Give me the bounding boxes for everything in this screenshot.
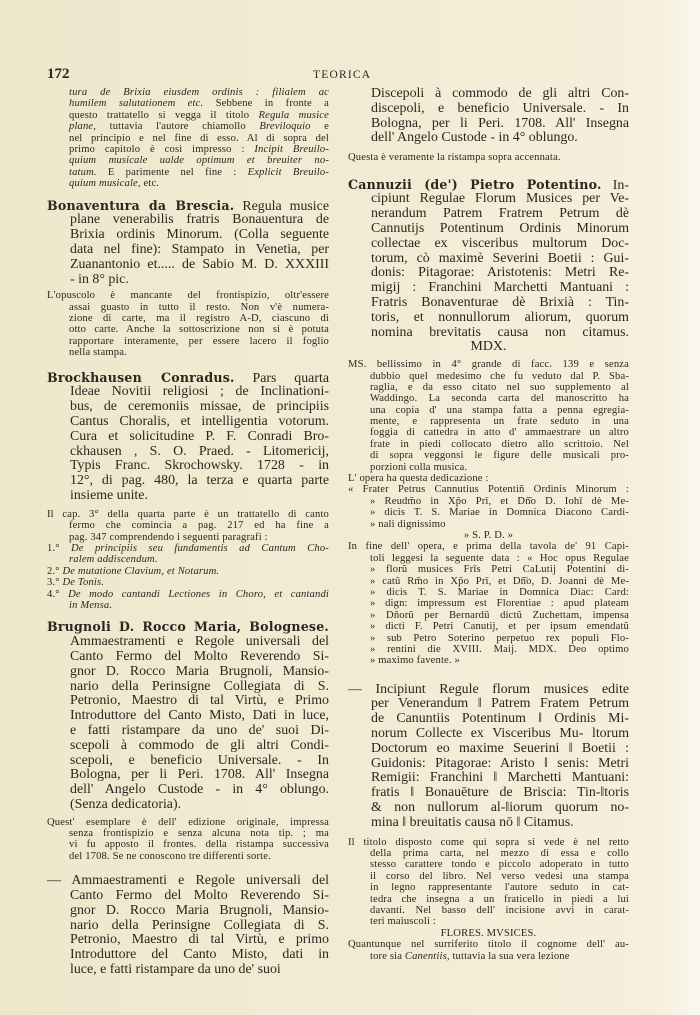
text-segment: Regula musice — [234, 198, 329, 214]
text-segment: stesso carattere tondo e piccolo adoperato in tutto — [370, 859, 629, 871]
text-line — [348, 939, 629, 950]
text-segment: L'opuscolo è mancante del frontispizio, oltr'essere — [47, 290, 329, 302]
text-segment: torum, cò maximè Severini Boetii : Gui- — [371, 250, 629, 266]
text-line — [47, 489, 329, 504]
text-line — [348, 916, 629, 927]
text-line — [47, 110, 329, 121]
text-segment: pag. 347 comprendendo i seguenti paragrafi : — [69, 531, 268, 543]
text-segment: » nali dignissimo — [370, 518, 446, 530]
text-line — [47, 385, 329, 400]
text-line — [47, 273, 329, 288]
text-segment: nel principio e nel fine di esso. Al di sopra del — [69, 132, 329, 144]
text-line — [47, 948, 329, 963]
text-line — [348, 712, 629, 727]
text-segment: assai guasto in tutto il resto. Non v'è numera- — [69, 301, 329, 313]
text-line — [47, 577, 329, 588]
text-line — [47, 919, 329, 934]
text-segment: Ideae Novitii religiosi ; de Inclinationi- — [70, 384, 329, 400]
text-segment: Petronio, Maestro di tal Virtù, e Primo — [70, 693, 329, 709]
text-segment: una copia d' una stampa fatta a penna egregia- — [370, 404, 629, 416]
text-segment: — Incipiunt Regule florum musices edite — [348, 681, 629, 697]
text-line — [47, 430, 329, 445]
text-segment: vi fu apposto il frontes. della ristampa successiva — [69, 839, 329, 851]
text-segment: otto carte. Anche la sottoscrizione non si è potuta — [69, 324, 329, 336]
text-line — [348, 951, 629, 962]
text-line — [348, 610, 629, 621]
text-segment: Fratris Bonaventurae dè Brixià : Tin- — [371, 294, 629, 310]
text-segment: nella stampa. — [69, 347, 127, 359]
text-segment: della prima carta, nel mezzo di essa e collo — [370, 848, 629, 860]
text-line — [348, 801, 629, 816]
note-chapter-contents — [47, 509, 329, 612]
text-segment: davanti. Nel basso dell' incisione avvi in carat- — [370, 905, 629, 916]
text-line — [348, 266, 629, 281]
text-segment: Cannutijs Potentinum Ordinis Minorum — [371, 220, 629, 236]
text-segment: scepoli à commodo de gli altri Condi- — [70, 737, 329, 753]
text-segment: dell' Angelo Custode - in 4° oblungo. — [70, 782, 329, 798]
running-title: TEORICA — [313, 69, 372, 81]
text-segment: senza frontispizio e senza alcuna nota tip. ; ma — [69, 828, 329, 840]
text-segment: - in 8° pic. — [70, 271, 129, 287]
text-line — [348, 237, 629, 252]
text-segment: » maximo favente. » — [370, 655, 460, 667]
text-segment: Discepoli à commodo de gli altri Con- — [371, 86, 629, 101]
text-line — [47, 133, 329, 144]
entry-ammaestramenti — [47, 874, 329, 978]
text-line — [348, 405, 629, 416]
text-line — [348, 450, 629, 461]
text-line — [47, 213, 329, 228]
text-line — [348, 496, 629, 507]
text-line — [47, 258, 329, 273]
text-line — [47, 635, 329, 650]
text-segment: de Canuntiis Potentinum ‖ Ordinis Mi- — [371, 711, 629, 727]
text-segment: nario della Perinsigne Collegiata di S. — [70, 917, 329, 933]
text-segment: plane venerabilis fratris Bonauentura de — [70, 212, 329, 228]
text-line — [47, 313, 329, 324]
text-segment: 1.° — [47, 542, 71, 554]
text-line — [348, 655, 629, 666]
text-segment: e — [310, 121, 329, 133]
text-line — [47, 445, 329, 460]
text-segment: norum Collecte ex Visceribus Mu- ltorum — [371, 726, 629, 742]
text-line — [47, 665, 329, 680]
text-line — [47, 474, 329, 489]
text-segment: » dicis T. S. Mariae in Domnica Diac: Card: — [370, 586, 629, 598]
text-line — [47, 680, 329, 695]
text-line — [47, 532, 329, 543]
text-line — [348, 742, 629, 757]
page-number: 172 — [47, 66, 70, 82]
continued-entry — [348, 87, 629, 146]
text-segment: mina ‖ breuitatis causa nō ‖ Citamus. — [371, 814, 574, 830]
text-line — [47, 933, 329, 948]
italic-text: humilem salutationem etc. — [69, 98, 204, 110]
text-line — [348, 683, 629, 698]
text-segment: dell' Angelo Custode - in 4° oblungo. — [371, 130, 578, 146]
text-line — [47, 155, 329, 166]
text-segment: , tuttavia la sua vera lezione — [446, 950, 570, 962]
text-segment: » Reudm̃o in Xp̃o Prī, et Dñ̄o D. Iohī dè Me- — [370, 495, 629, 507]
text-segment: cipiunt Regulae Florum Musices per Ve- — [371, 191, 629, 207]
text-segment: « Frater Petrus Cannutius Potentiñ Ordinis Minorum : — [348, 484, 629, 496]
italic-text: tura de Brixia eiusdem ordinis : filialem ac — [69, 87, 329, 98]
text-segment: Brixia ordinis Minorum. (Colla seguente — [70, 227, 329, 243]
text-segment: donis: Pitagorae: Aristotenis: Metri Re- — [371, 265, 629, 281]
text-line — [348, 848, 629, 859]
text-segment: — Ammaestramenti e Regole universali del — [47, 873, 329, 889]
text-segment: Cantus Choralis, et intelligentia votorum. — [70, 414, 329, 430]
italic-text: plane, — [69, 121, 97, 133]
text-segment: » dign: impressum est Florentiae : apud plateam — [370, 598, 629, 610]
text-line — [348, 882, 629, 893]
italic-text: Breviloquio — [259, 121, 311, 133]
text-segment: Pars quarta — [234, 370, 329, 386]
entry-brockhausen — [47, 371, 329, 504]
text-segment: Sebbene in fronte a — [203, 98, 329, 110]
text-line — [348, 576, 629, 587]
entry-heading: Bonaventura da Brescia. — [47, 197, 235, 213]
text-line — [348, 837, 629, 848]
text-line — [47, 324, 329, 335]
text-line — [348, 326, 629, 341]
text-line — [47, 144, 329, 155]
note-ristampa — [348, 152, 629, 163]
text-segment: » Dñorũ per Bernardũ dictũ Zuchettam, impensa — [370, 609, 629, 621]
text-segment: E parimente nel fine : — [96, 166, 248, 178]
text-line — [348, 905, 629, 916]
text-segment: fratis ‖ Bonauēture de Briscia: Tin-‖toris — [371, 785, 629, 801]
text-line — [348, 484, 629, 495]
italic-text: quium musicale ualde optimum et breuiter no- — [69, 155, 329, 167]
text-segment: FLORES. MVSICES. — [440, 927, 537, 939]
text-segment: Quest' esemplare è dell' edizione originale, impressa — [47, 816, 329, 828]
text-segment: gnor D. Rocco Maria Brugnoli, Mansio- — [70, 663, 329, 679]
text-segment: porzioni colla musica. — [370, 461, 468, 473]
text-line — [47, 874, 329, 889]
entry-incipiunt — [348, 683, 629, 831]
text-line — [348, 519, 629, 530]
text-segment: zione di carte, ma il registro A-D, ciascuno di — [69, 313, 329, 325]
text-line — [47, 520, 329, 531]
entry-brugnoli — [47, 620, 329, 812]
text-line — [47, 783, 329, 798]
entry-heading: Brugnoli D. Rocco Maria, Bolognese. — [47, 619, 329, 635]
text-line — [348, 727, 629, 742]
text-segment: Bologna, per li Peri. 1708. All' Insegna — [371, 115, 629, 131]
text-line — [348, 87, 629, 102]
text-line — [47, 543, 329, 554]
text-line — [348, 786, 629, 801]
text-line — [348, 697, 629, 712]
text-line — [348, 644, 629, 655]
text-line — [47, 754, 329, 769]
text-line — [47, 415, 329, 430]
text-segment: toris, et nonnullorum aliorum, quorum — [371, 309, 629, 325]
text-line — [348, 178, 629, 193]
text-line — [348, 871, 629, 882]
text-segment: Il titolo disposto come qui sopra si vede è nel retto — [348, 836, 629, 848]
text-line — [47, 400, 329, 415]
text-line — [348, 311, 629, 326]
text-line — [47, 167, 329, 178]
text-segment: e fatti ristampare da uno de' suoi Di- — [70, 722, 329, 738]
italic-text: Canentiis — [404, 950, 447, 962]
text-segment: Zuanantonio et..... de Sabio M. D. XXXIII — [70, 256, 329, 272]
italic-text: De Tonis. — [62, 577, 105, 589]
text-line — [47, 336, 329, 347]
note-manuscript — [348, 359, 629, 667]
text-line — [348, 296, 629, 311]
italic-text: tatum. — [69, 166, 97, 178]
text-line — [348, 340, 629, 355]
note-esemplare — [47, 817, 329, 863]
text-segment: mente, e rappresenta un frate seduto in una — [370, 416, 629, 428]
text-segment: & non nullorum al-‖iorum quorum no- — [371, 800, 629, 816]
text-segment: » catũ Rm̃o in Xp̃o Prī, et Dñ̄o, D. Joanni dè Me- — [370, 575, 629, 587]
text-line — [348, 633, 629, 644]
text-segment: » dicis T. S. Mariae in Domnica Diacono Cardi- — [370, 507, 629, 519]
text-line — [348, 222, 629, 237]
text-segment: 4.° — [47, 588, 69, 600]
text-line — [348, 152, 629, 163]
text-line — [348, 598, 629, 609]
text-line — [47, 963, 329, 978]
text-line — [47, 243, 329, 258]
text-segment: » rentini die XVIII. Maij. MDX. Deo optimo — [370, 643, 629, 655]
text-line — [348, 530, 629, 541]
text-segment: Typis Franc. Skrochowsky. 1728 - in — [70, 458, 329, 474]
text-line — [348, 416, 629, 427]
text-segment: del 1708. Se ne conoscono tre differenti sorte. — [69, 850, 271, 862]
text-segment: tedra che insegna a un fraticello in piedi a lui — [370, 893, 629, 905]
text-segment: discepoli, e beneficio Universale. - In — [371, 100, 629, 116]
text-line — [348, 894, 629, 905]
text-line — [348, 359, 629, 370]
text-segment: etc. — [140, 178, 160, 190]
text-line — [47, 87, 329, 98]
text-line — [47, 589, 329, 600]
text-line — [348, 507, 629, 518]
continued-note — [47, 87, 329, 190]
text-segment: fermo che comincia a pag. 217 ed ha fine a — [69, 520, 329, 532]
italic-text: De mutatione Clavium, et Notarum. — [62, 565, 220, 577]
text-segment: Petronio, Maestro di tal Virtù, e primo — [70, 932, 329, 948]
text-line — [348, 207, 629, 222]
text-segment: Guidonis: Pitagorae: Aristo ‖ senis: Metri — [371, 755, 629, 771]
text-segment: In fine dell' opera, e prima della tavola de' 91 Capi- — [348, 541, 629, 553]
text-line — [348, 859, 629, 870]
text-line — [348, 252, 629, 267]
text-line — [47, 904, 329, 919]
text-segment: luce, e fatti ristampare da uno de' suoi — [70, 962, 281, 978]
text-line — [47, 600, 329, 611]
text-segment: 2.° — [47, 565, 63, 577]
italic-text: Regula musice — [258, 109, 329, 121]
text-segment: MS. bellissimo in 4° grande di facc. 139 e senza — [348, 359, 629, 371]
text-segment: Ammaestramenti e Regole universali del — [70, 634, 329, 650]
text-segment: Canto Fermo del Molto Reverendo Si- — [70, 888, 329, 904]
text-line — [348, 192, 629, 207]
text-line — [47, 228, 329, 243]
text-segment: toli leggesi la seguente data : « Hoc opus Regulae — [370, 552, 629, 564]
text-segment: Cura et solicitudine P. F. Conradi Bro- — [70, 428, 329, 444]
text-segment: Canto Fermo del Molto Reverendo Si- — [70, 648, 329, 664]
text-segment: questo trattatello si vegga il titolo — [69, 109, 259, 121]
text-segment: L' opera ha questa dedicazione : — [348, 473, 489, 485]
text-segment: ckhausen , S. O. Praed. - Litomericij, — [70, 443, 329, 459]
text-segment: Bologna, per li Peri. 1708. All' Insegna — [70, 767, 329, 783]
text-segment: tuttavia l'autore chiamollo — [96, 121, 260, 133]
text-line — [47, 768, 329, 783]
text-segment: Doctorum eo maxime Seuerini ‖ Boetii : — [371, 740, 629, 756]
italic-text: De modo cantandi Lectiones in Choro, et cantandi — [68, 588, 329, 600]
left-column — [47, 87, 329, 978]
text-line — [348, 564, 629, 575]
note-opuscolo — [47, 290, 329, 358]
text-segment: Remigii: Franchini ‖ Marchetti Mantuani: — [371, 770, 629, 786]
text-segment: » S. P. D. » — [463, 530, 514, 541]
text-line — [348, 131, 629, 146]
text-line — [47, 290, 329, 301]
text-line — [348, 928, 629, 939]
text-line — [47, 178, 329, 189]
text-line — [47, 566, 329, 577]
text-line — [348, 439, 629, 450]
text-segment: Il cap. 3° della quarta parte è un trattatello di canto — [47, 508, 329, 520]
text-line — [47, 798, 329, 813]
text-line — [348, 102, 629, 117]
italic-text: Incipit Breuilo- — [254, 143, 329, 155]
text-line — [47, 889, 329, 904]
text-line — [47, 302, 329, 313]
text-line — [47, 851, 329, 862]
text-segment: migij : Franchini Marchetti Mantuani : — [371, 280, 629, 296]
text-segment: tore sia — [370, 950, 405, 962]
text-line — [348, 771, 629, 786]
text-segment: (Senza dedicatoria). — [70, 796, 182, 812]
text-line — [47, 509, 329, 520]
text-segment: nerandum Patrem Fratrem Petrum dè — [371, 206, 629, 222]
text-segment: raglia, e da esso citato nel suo supplemento al — [370, 381, 629, 393]
text-line — [47, 709, 329, 724]
italic-text: ralem addiscendum. — [69, 554, 158, 566]
text-segment: data nel fine): Stampato in Venetia, per — [70, 241, 329, 257]
text-line — [47, 121, 329, 132]
text-segment: In- — [601, 177, 629, 193]
text-segment: 12°, di pag. 480, la terza e quarta parte — [70, 473, 329, 489]
note-titolo — [348, 837, 629, 962]
text-segment: rapportare interamente, per essere lacero il foglio — [69, 335, 329, 347]
italic-text: De principiis seu fundamentis ad Cantum Cho- — [70, 542, 329, 554]
text-segment: foggia di cattedra in atto d' ammaestrare un altro — [370, 427, 629, 439]
text-segment: insieme unite. — [70, 488, 148, 504]
text-line — [47, 620, 329, 635]
text-segment: frate in piedi collocato dietro allo scrittoio. Nel — [370, 438, 629, 450]
text-segment: » dicti F. Petri Canutij, et per ipsum emendatũ — [370, 621, 629, 633]
text-segment: il corso del libro. Nel verso vedesi una stampa — [370, 870, 629, 882]
right-column — [348, 87, 629, 962]
text-segment: scepoli, e beneficio Universale. - In — [70, 752, 329, 768]
text-line — [348, 393, 629, 404]
text-line — [348, 541, 629, 552]
text-line — [47, 459, 329, 474]
text-line — [47, 199, 329, 214]
text-segment: » florũ musices Frīs Petri CaLutij Potentini di- — [370, 564, 629, 576]
text-segment: MDX. — [470, 339, 507, 355]
text-line — [47, 839, 329, 850]
text-line — [348, 553, 629, 564]
text-segment: bus, de ceremoniis missae, de principiis — [70, 399, 329, 415]
text-line — [348, 621, 629, 632]
italic-text: Explicit Breuilo- — [247, 166, 330, 178]
text-line — [348, 371, 629, 382]
text-segment: nario della Perinsigne Collegiata di S. — [70, 678, 329, 694]
text-line — [47, 650, 329, 665]
text-line — [348, 382, 629, 393]
text-line — [47, 739, 329, 754]
text-line — [47, 817, 329, 828]
text-line — [348, 816, 629, 831]
text-line — [348, 587, 629, 598]
text-segment: Quantunque nel surriferito titolo il cognome dell' au- — [348, 939, 629, 951]
text-line — [348, 473, 629, 484]
italic-text: quium musicale, — [69, 178, 141, 190]
text-line — [348, 117, 629, 132]
entry-heading: Cannuzii (de') Pietro Potentino. — [348, 176, 602, 192]
text-line — [348, 427, 629, 438]
text-line — [47, 371, 329, 386]
text-segment: 3.° — [47, 577, 63, 589]
text-segment: nomina brevitatis causa non citamus. — [371, 324, 629, 340]
text-segment: » sub Petro Soterino perpetuo rex populi Flo- — [370, 632, 629, 644]
text-line — [47, 694, 329, 709]
text-segment: dubbio quel medesimo che fu veduto dal P. Sba- — [370, 370, 629, 382]
text-segment: collectae ex visceribus multorum Doc- — [371, 235, 629, 251]
text-segment: in legno rappresentante l'autore seduto in cat- — [370, 882, 629, 894]
text-line — [47, 828, 329, 839]
text-line — [47, 554, 329, 565]
text-segment: Introduttore del Canto Misto, Dati in luce, — [70, 708, 329, 724]
text-segment: gnor D. Rocco Maria Brugnoli, Mansio- — [70, 902, 329, 918]
text-segment: teri maiuscoli : — [370, 916, 436, 928]
text-line — [47, 724, 329, 739]
text-segment: Introduttore del Canto Misto, dati in — [70, 947, 329, 963]
text-segment: per Venerandum ‖ Patrem Fratem Petrum — [371, 696, 629, 712]
entry-heading: Brockhausen Conradus. — [47, 369, 235, 385]
text-line — [348, 462, 629, 473]
text-segment: di sopra veggonsi le figure delle musicali pro- — [370, 450, 629, 462]
text-line — [348, 757, 629, 772]
italic-text: in Mensa. — [69, 599, 113, 611]
text-segment: Waddingo. La seconda carta del manoscritto ha — [370, 393, 629, 405]
text-segment: Questa è veramente la ristampa sopra accennata. — [348, 152, 561, 164]
entry-bonaventura — [47, 199, 329, 288]
text-line — [348, 281, 629, 296]
text-line — [47, 98, 329, 109]
text-segment: primo capitolo è così impresso : — [69, 143, 255, 155]
text-line — [47, 347, 329, 358]
entry-cannuzii — [348, 178, 629, 356]
